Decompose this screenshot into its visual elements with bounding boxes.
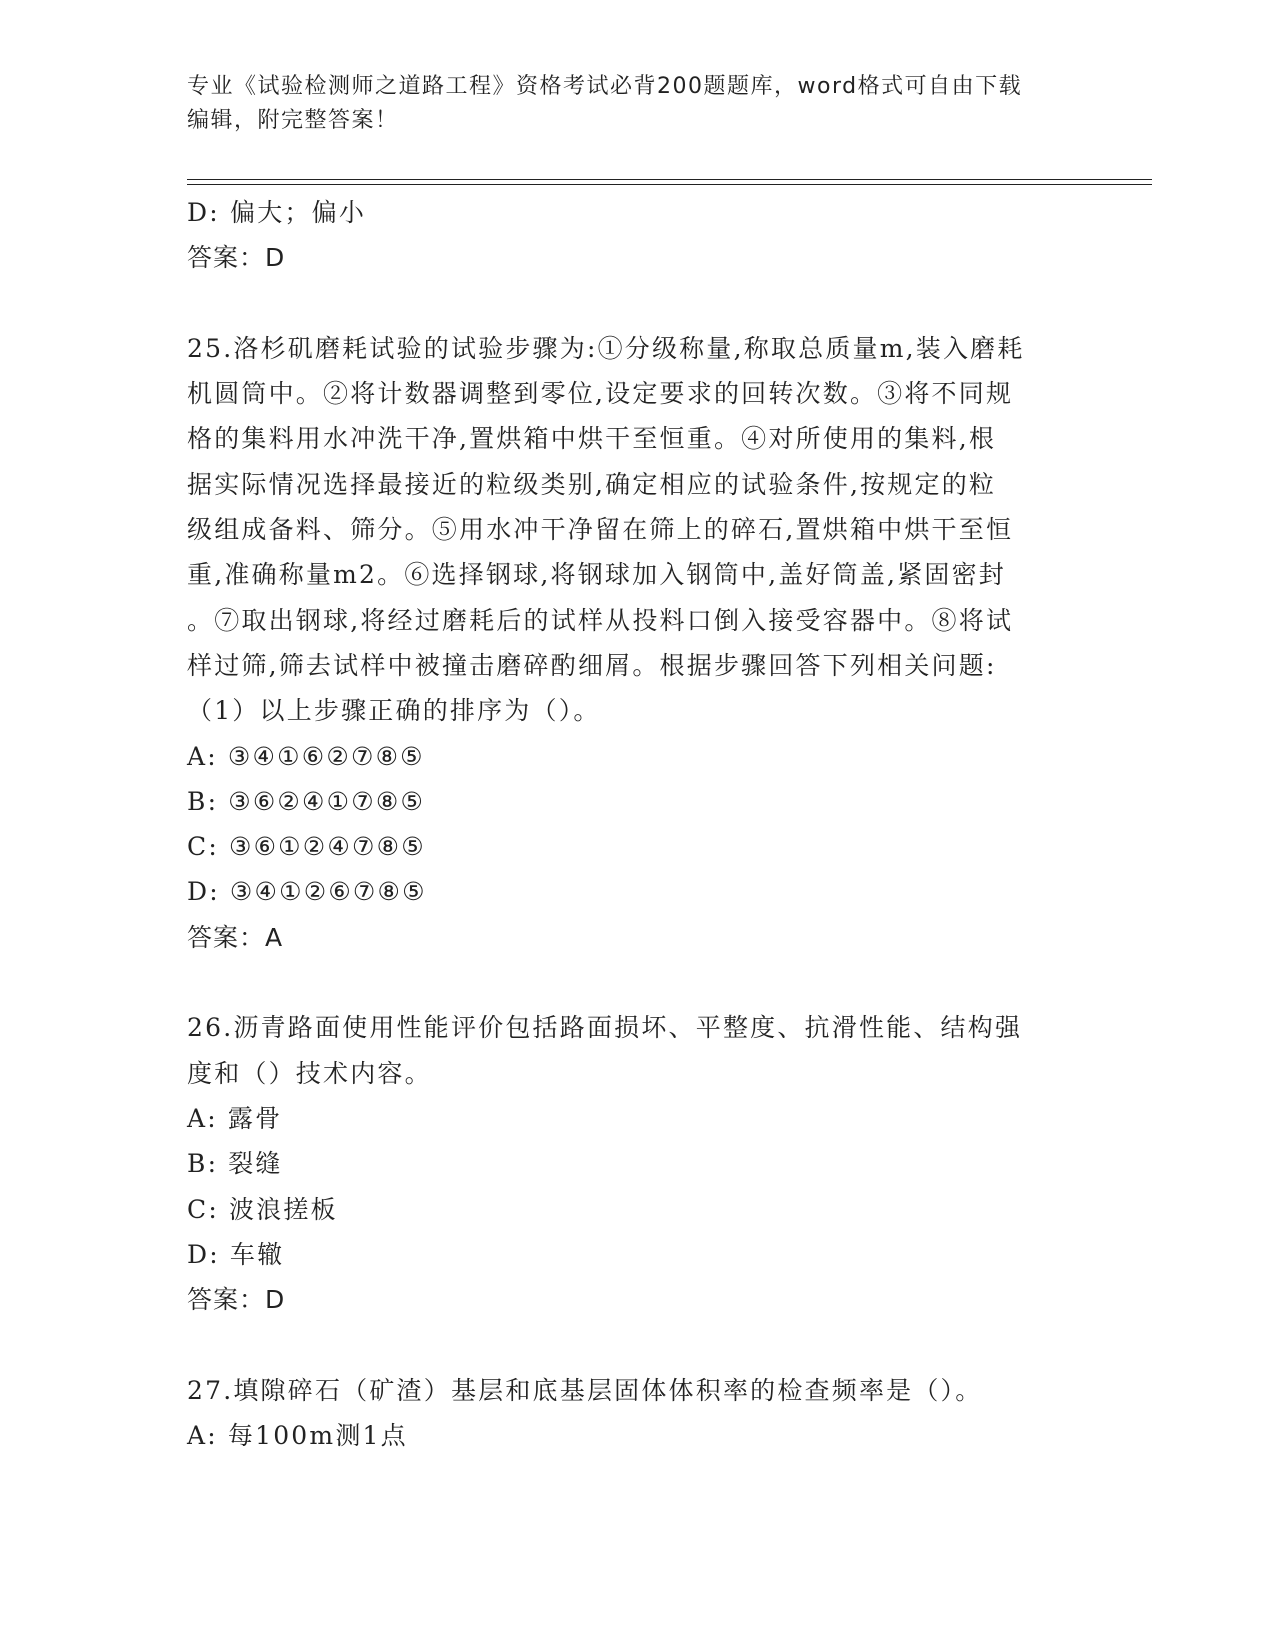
- option-label: C:: [187, 832, 219, 862]
- prev-option-d: D: 偏大；偏小: [187, 198, 367, 227]
- option-label: B:: [187, 786, 219, 816]
- prev-answer: 答案：D: [187, 243, 286, 273]
- question-25-line: 据实际情况选择最接近的粒级类别,确定相应的试验条件,按规定的粒: [187, 469, 997, 499]
- option-label: C:: [187, 1194, 219, 1224]
- question-25-line: 。⑦取出钢球,将经过磨耗后的试样从投料口倒入接受容器中。⑧将试: [187, 605, 1014, 635]
- option-a: [187, 734, 1087, 779]
- option-b: [187, 1141, 1087, 1186]
- question-25-line: 重,准确称量m2。⑥选择钢球,将钢球加入钢筒中,盖好筒盖,紧固密封: [187, 560, 1007, 590]
- spacer: [187, 1322, 1087, 1367]
- question-25-line: 机圆筒中。②将计数器调整到零位,设定要求的回转次数。③将不同规: [187, 379, 1014, 409]
- answer: 答案：D: [187, 1285, 286, 1315]
- question-25: [187, 326, 1087, 960]
- option-text: 车辙: [229, 1239, 285, 1269]
- option-label: A:: [187, 1103, 218, 1133]
- option-text: ③⑥①②④⑦⑧⑤: [228, 832, 426, 862]
- question-27-line: 27.填隙碎石（矿渣）基层和底基层固体体积率的检查频率是（）。: [187, 1375, 983, 1405]
- option-text: ③⑥②④①⑦⑧⑤: [228, 786, 426, 816]
- option-d: [187, 1232, 1087, 1277]
- option-label: B:: [187, 1149, 219, 1179]
- option-label: A:: [187, 1421, 218, 1451]
- question-25-line: （1）以上步骤正确的排序为（）。: [187, 696, 601, 726]
- question-27: [187, 1368, 1087, 1459]
- option-text: ③④①⑥②⑦⑧⑤: [227, 741, 425, 771]
- question-26-line: 26.沥青路面使用性能评价包括路面损坏、平整度、抗滑性能、结构强: [187, 1013, 1023, 1043]
- header-line-1: 专业《试验检测师之道路工程》资格考试必背200题题库，word格式可自由下载: [187, 74, 1023, 99]
- option-c: [187, 1187, 1087, 1232]
- option-text: 裂缝: [228, 1149, 283, 1179]
- option-text: 每100m测1点: [227, 1421, 408, 1451]
- spacer: [187, 960, 1087, 1005]
- option-a: [187, 1413, 1087, 1458]
- question-26-line: 度和（）技术内容。: [187, 1058, 432, 1088]
- spacer: [187, 281, 1087, 326]
- option-d: [187, 869, 1087, 914]
- question-25-line: 25.洛杉矶磨耗试验的试验步骤为:①分级称量,称取总质量m,装入磨耗: [187, 333, 1025, 363]
- page-header: [187, 70, 1067, 138]
- option-label: D:: [187, 1239, 220, 1269]
- header-rule-bottom: [187, 184, 1152, 185]
- option-text: 波浪搓板: [228, 1194, 338, 1224]
- question-26: [187, 1005, 1087, 1322]
- question-25-line: 级组成备料、筛分。⑤用水冲干净留在筛上的碎石,置烘箱中烘干至恒: [187, 515, 1014, 545]
- header-rule-top: [187, 179, 1152, 180]
- header-line-2: 编辑，附完整答案！: [187, 108, 399, 133]
- option-label: D:: [187, 877, 220, 907]
- question-25-line: 样过筛,筛去试样中被撞击磨碎酌细屑。根据步骤回答下列相关问题:: [187, 650, 997, 680]
- option-text: 露骨: [227, 1103, 283, 1133]
- option-label: A:: [187, 741, 218, 771]
- option-a: [187, 1096, 1087, 1141]
- answer: 答案：A: [187, 922, 284, 952]
- option-text: ③④①②⑥⑦⑧⑤: [229, 877, 427, 907]
- option-c: [187, 824, 1087, 869]
- question-content: [187, 190, 1087, 1458]
- question-25-line: 格的集料用水冲洗干净,置烘箱中烘干至恒重。④对所使用的集料,根: [187, 424, 997, 454]
- option-b: [187, 779, 1087, 824]
